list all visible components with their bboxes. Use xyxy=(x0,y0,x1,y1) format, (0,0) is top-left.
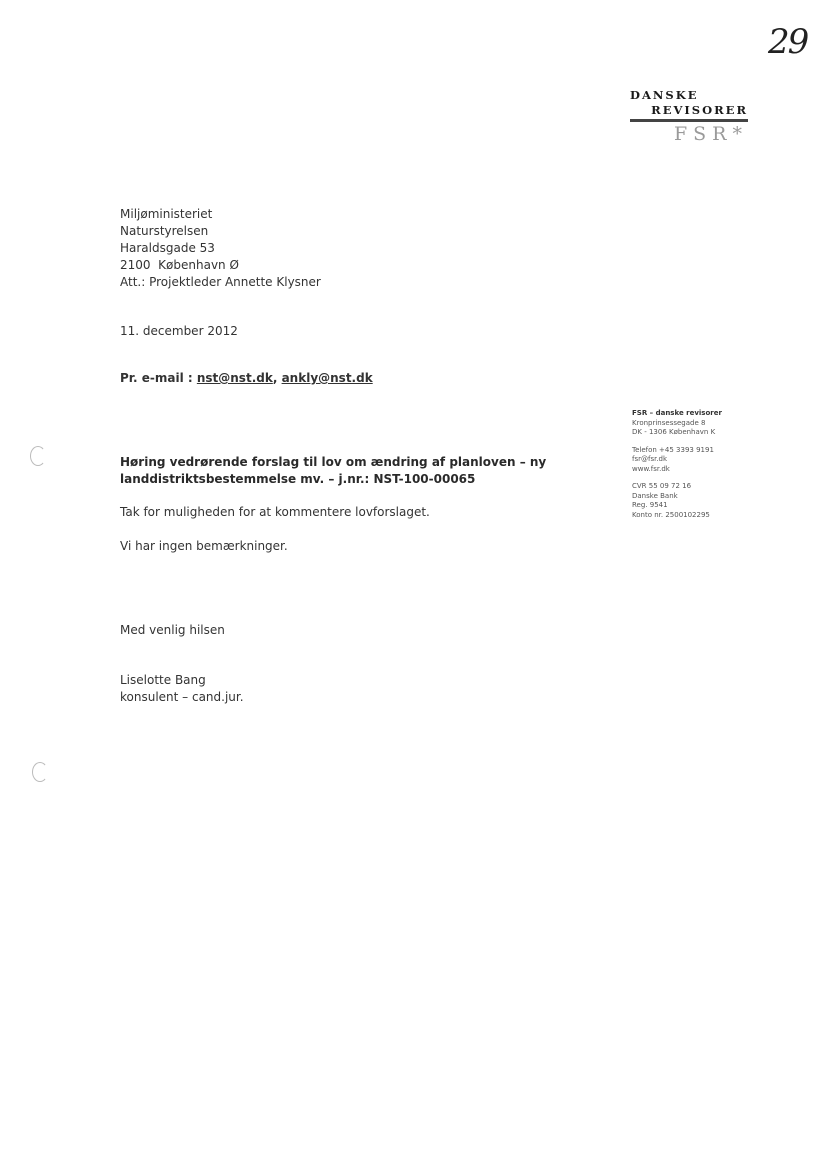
logo-line-fsr: FSR* xyxy=(673,123,748,145)
recipient-line: 2100 København Ø xyxy=(120,258,239,272)
email-prefix: Pr. e-mail : xyxy=(120,371,197,385)
body-paragraph-1: Tak for muligheden for at kommentere lovforslaget. xyxy=(120,505,430,519)
recipient-line: Miljøministeriet xyxy=(120,207,213,221)
recipient-address xyxy=(120,206,321,291)
signature-name: Liselotte Bang xyxy=(120,673,206,687)
letter-subject xyxy=(120,454,590,488)
sender-city: DK - 1306 København K xyxy=(632,428,716,436)
email-separator: , xyxy=(272,371,282,385)
handwritten-page-number: 29 xyxy=(768,22,808,62)
sender-reg: Reg. 9541 xyxy=(632,501,668,509)
email-link-nst[interactable]: nst@nst.dk xyxy=(196,371,273,385)
sender-account: Konto nr. 2500102295 xyxy=(632,510,710,519)
subject-line-1: Høring vedrørende forslag til lov om ændring af planloven – ny xyxy=(120,455,547,469)
signature-block xyxy=(120,672,244,706)
sender-info xyxy=(632,409,722,520)
closing-greeting: Med venlig hilsen xyxy=(120,623,225,637)
logo-bar xyxy=(630,119,748,122)
email-line xyxy=(120,371,373,385)
sender-bank: Danske Bank xyxy=(632,491,678,500)
sender-street: Kronprinsessegade 8 xyxy=(632,418,706,427)
sender-web: www.fsr.dk xyxy=(632,464,670,473)
letter-date: 11. december 2012 xyxy=(120,324,238,338)
punch-hole-mark xyxy=(30,446,46,466)
body-paragraph-2: Vi har ingen bemærkninger. xyxy=(120,539,288,553)
sender-phone: Telefon +45 3393 9191 xyxy=(632,445,714,454)
danske-revisorer-logo xyxy=(630,88,748,145)
sender-name: FSR – danske revisorer xyxy=(632,409,722,417)
subject-line-2: landdistriktsbestemmelse mv. – j.nr.: NST-100-00065 xyxy=(120,472,476,486)
signature-title: konsulent – cand.jur. xyxy=(120,690,244,704)
punch-hole-mark xyxy=(32,762,48,782)
sender-email: fsr@fsr.dk xyxy=(632,455,668,463)
recipient-line: Att.: Projektleder Annette Klysner xyxy=(120,275,321,289)
sender-cvr: CVR 55 09 72 16 xyxy=(632,482,692,490)
logo-line-danske: DANSKE xyxy=(630,88,699,102)
logo-line-revisorer: REVISORER xyxy=(651,103,748,117)
email-link-ankly[interactable]: ankly@nst.dk xyxy=(281,371,373,385)
recipient-line: Naturstyrelsen xyxy=(120,224,209,238)
recipient-line: Haraldsgade 53 xyxy=(120,241,215,255)
